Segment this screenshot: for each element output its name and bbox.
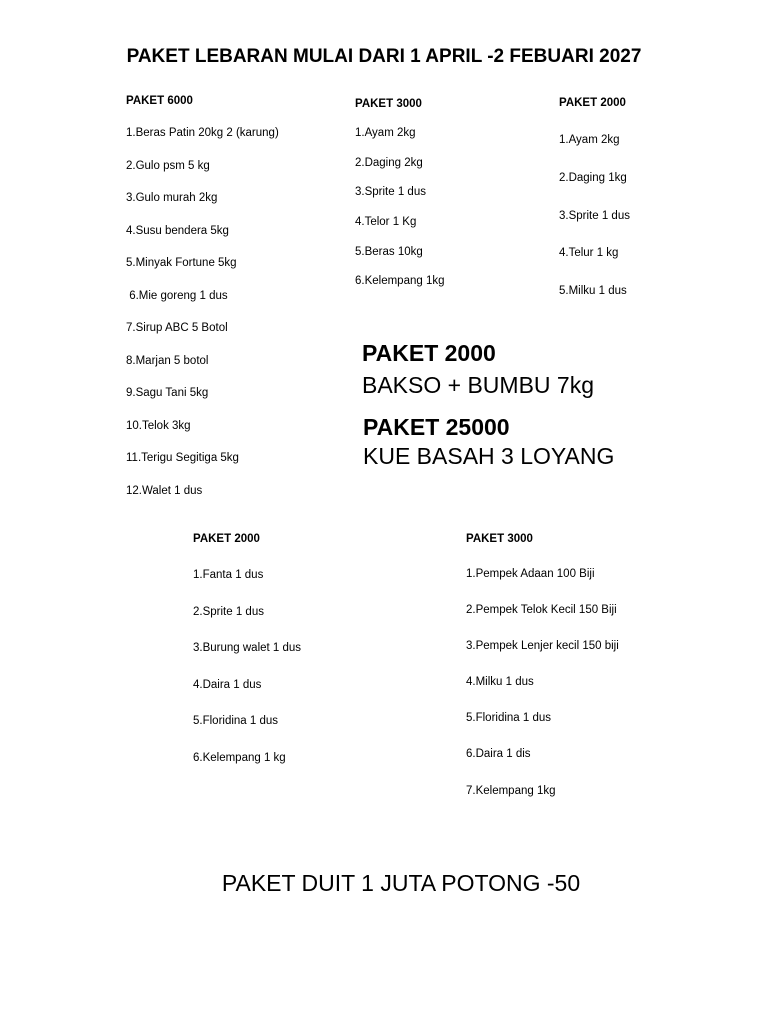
list-item: 5.Floridina 1 dus [193,715,279,727]
list-item: 5.Milku 1 dus [559,285,627,297]
list-item: 10.Telok 3kg [126,420,191,432]
paket-6000-section [126,95,279,497]
paket-2000-top-section [559,97,630,297]
list-item: 3.Sprite 1 dus [559,210,630,222]
list-item: 5.Minyak Fortune 5kg [126,257,237,269]
list-item: 4.Telor 1 Kg [355,216,417,228]
list-item: 4.Daira 1 dus [193,679,262,691]
footer-text: PAKET DUIT 1 JUTA POTONG -50 [221,870,581,896]
list-item: 5.Floridina 1 dus [466,712,552,724]
list-item: 2.Daging 2kg [355,157,423,169]
list-item: 4.Susu bendera 5kg [126,225,229,237]
list-item: 5.Beras 10kg [355,246,423,258]
list-item: 3.Burung walet 1 dus [193,642,302,654]
list-item: 1.Beras Patin 20kg 2 (karung) [126,127,279,139]
paket-3000-bottom-heading: PAKET 3000 [466,533,533,545]
list-item: 4.Milku 1 dus [466,676,534,688]
list-item: 4.Telur 1 kg [559,247,619,259]
list-item: 7.Kelempang 1kg [466,785,556,797]
list-item: 2.Gulo psm 5 kg [126,160,210,172]
page-title: PAKET LEBARAN MULAI DARI 1 APRIL -2 FEBUARI 2027 [126,46,642,67]
list-item: 1.Pempek Adaan 100 Biji [466,568,595,580]
list-item: 2.Daging 1kg [559,172,627,184]
kue-heading: PAKET 25000 [363,414,510,440]
list-item: 12.Walet 1 dus [126,485,203,497]
list-item: 6.Daira 1 dis [466,748,531,760]
list-item: 1.Ayam 2kg [355,127,416,139]
list-item: 6.Kelempang 1kg [355,275,445,287]
list-item: 3.Sprite 1 dus [355,186,426,198]
paket-3000-top-heading: PAKET 3000 [355,98,422,110]
list-item: 3.Pempek Lenjer kecil 150 biji [466,640,619,652]
bakso-description: BAKSO + BUMBU 7kg [362,372,594,398]
paket-6000-heading: PAKET 6000 [126,95,193,107]
list-item: 9.Sagu Tani 5kg [126,387,209,399]
list-item: 6.Mie goreng 1 dus [126,290,228,302]
bakso-heading: PAKET 2000 [362,340,496,366]
list-item: 2.Sprite 1 dus [193,606,264,618]
list-item: 1.Fanta 1 dus [193,569,264,581]
paket-2000-bottom-section [193,533,302,764]
list-item: 8.Marjan 5 botol [126,355,209,367]
paket-3000-top-section [355,98,445,287]
list-item: 1.Ayam 2kg [559,134,620,146]
paket-3000-bottom-section [466,533,619,797]
list-item: 6.Kelempang 1 kg [193,752,286,764]
list-item: 11.Terigu Segitiga 5kg [126,452,239,464]
list-item: 7.Sirup ABC 5 Botol [126,322,228,334]
list-item: 2.Pempek Telok Kecil 150 Biji [466,604,617,616]
paket-2000-bottom-heading: PAKET 2000 [193,533,260,545]
paket-2000-top-heading: PAKET 2000 [559,97,626,109]
list-item: 3.Gulo murah 2kg [126,192,218,204]
kue-description: KUE BASAH 3 LOYANG [363,443,615,469]
